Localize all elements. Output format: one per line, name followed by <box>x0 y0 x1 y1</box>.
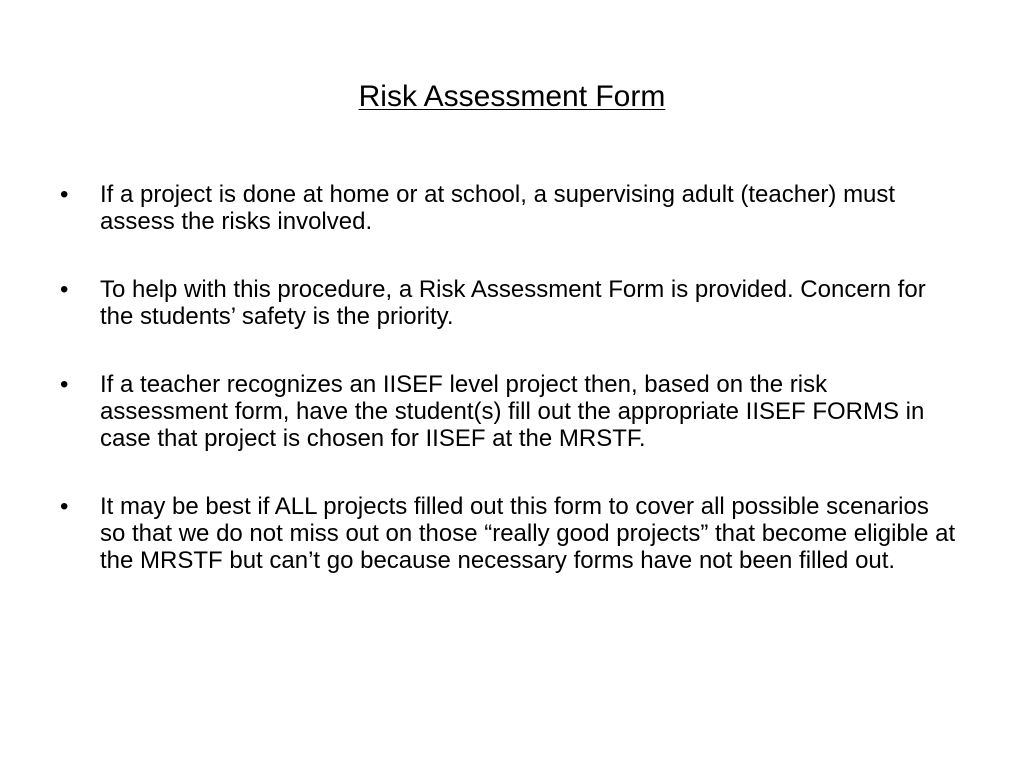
slide-title: Risk Assessment Form <box>358 80 666 113</box>
bullet-dot-icon: • <box>60 371 69 398</box>
bullet-item <box>60 181 960 235</box>
bullet-list <box>60 181 960 615</box>
bullet-item <box>60 493 960 574</box>
bullet-text: If a teacher recognizes an IISEF level project then, based on the risk assessment form, have the student(s) fill out the appropriate IISEF FORMS in case that project is chosen for IISEF at the MRSTF. <box>100 371 925 452</box>
bullet-dot-icon: • <box>60 276 69 303</box>
bullet-item <box>60 371 960 452</box>
bullet-text: It may be best if ALL projects filled out this form to cover all possible scenarios so that we do not miss out on those “really good projects” that become eligible at the MRSTF but can’t go because necessary forms have not been filled out. <box>100 493 956 574</box>
bullet-dot-icon: • <box>60 181 69 208</box>
bullet-text: If a project is done at home or at school, a supervising adult (teacher) must assess the risks involved. <box>100 181 896 235</box>
bullet-dot-icon: • <box>60 493 69 520</box>
bullet-text: To help with this procedure, a Risk Assessment Form is provided. Concern for the students’ safety is the priority. <box>100 276 926 330</box>
bullet-item <box>60 276 960 330</box>
